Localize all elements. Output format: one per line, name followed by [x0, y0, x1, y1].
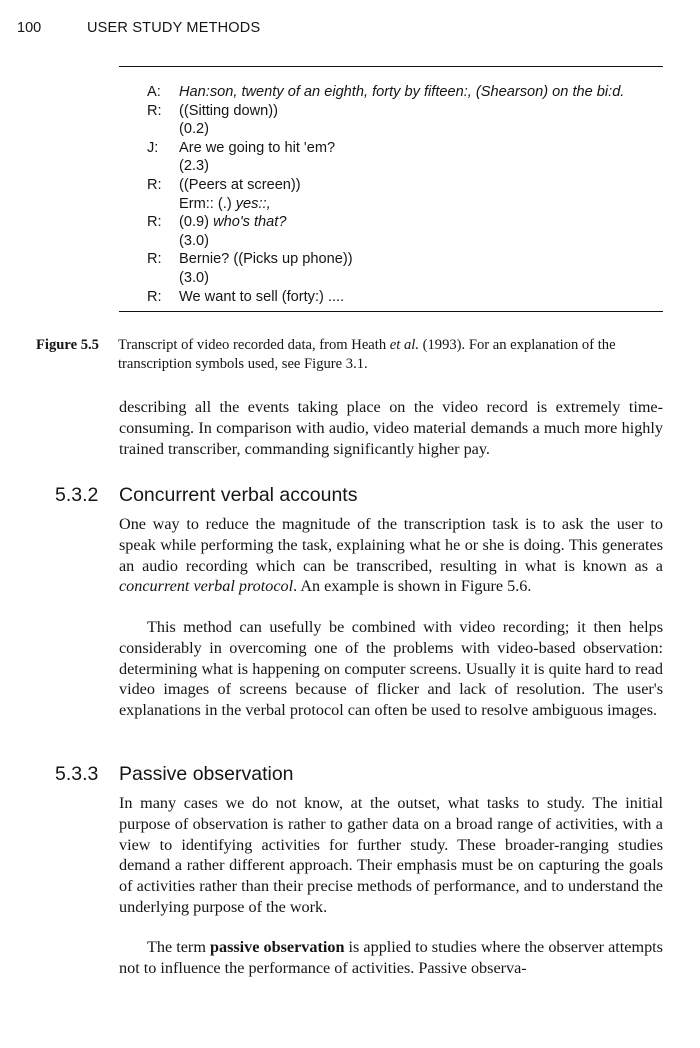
utterance-text: ((Sitting down))	[179, 102, 278, 119]
transcript-line	[147, 269, 624, 288]
utterance-text: who's that?	[213, 214, 287, 231]
speaker-label: J:	[147, 139, 159, 156]
section-number: 5.3.2	[55, 484, 99, 506]
transcript-line	[147, 83, 624, 102]
transcript-line	[147, 288, 624, 307]
figure-caption-text	[118, 336, 663, 374]
speaker-label: R:	[147, 102, 162, 119]
transcript-line	[147, 250, 624, 269]
page-number: 100	[17, 20, 42, 36]
bold-term: passive observation	[209, 938, 345, 956]
section-heading-5-3-2	[55, 484, 357, 507]
paragraph-text: . An example is shown in Figure 5.6.	[293, 577, 532, 596]
caption-text-end: (1993). For an explanation of the transcription symbols used, see Figure 3.1.	[118, 337, 616, 372]
caption-text-italic: et al.	[389, 337, 419, 353]
transcript-line	[147, 139, 624, 158]
transcript-line	[147, 157, 624, 176]
speaker-label: R:	[147, 176, 162, 193]
transcript-line	[147, 232, 624, 251]
utterance-text: Are we going to hit 'em?	[179, 139, 336, 156]
body-paragraph	[119, 937, 663, 979]
figure-label: Figure 5.5	[36, 337, 99, 353]
speaker-label: R:	[147, 251, 162, 268]
utterance-text: We want to sell (forty:) ....	[179, 288, 345, 305]
transcript-line	[147, 195, 624, 214]
body-paragraph: In many cases we do not know, at the outset, what tasks to study. The initial purpose of observation is rather to gather data on a broad range of activities, with a view to identifying activities for further study. These broader-ranging studies demand a rather different approach. Their emphasis must be on capturing the goals of activities rather than their precise methods of performance, and to understand the underlying purpose of the work.	[119, 794, 663, 916]
utterance-text: Erm:: (.)	[179, 195, 236, 212]
utterance-text: (3.0)	[179, 269, 210, 286]
paragraph-text: The term	[147, 938, 210, 956]
speaker-label: A:	[147, 84, 161, 100]
speaker-label: R:	[147, 288, 162, 305]
utterance-text: (2.3)	[179, 158, 210, 175]
paragraph-text: is applied to studies where the observer attempts not to influence the performance of activities. Passive observa-	[119, 938, 663, 977]
transcript-line	[147, 213, 624, 232]
paragraph-text: One way to reduce the magnitude of the transcription task is to ask the user to speak while performing the task, explaining what he or she is doing. This generates an audio recording which can be transcribed, resulting in what is known as a	[119, 515, 663, 575]
section-number: 5.3.3	[55, 763, 99, 785]
body-paragraph: This method can usefully be combined with video recording; it then helps considerably in overcoming one of the problems with video-based observation: determining what is happening on computer screens. Usually it is quite hard to read video images of screens because of flicker and lack of resolution. The user's explanations in the verbal protocol can often be used to resolve ambiguous images.	[119, 618, 663, 720]
utterance-text: Bernie? ((Picks up phone))	[179, 251, 353, 268]
body-paragraph	[119, 514, 663, 597]
utterance-text: Han:son, twenty of an eighth, forty by fifteen:, (Shearson) on the bi:d.	[179, 84, 625, 100]
caption-text-start: Transcript of video recorded data, from Heath	[118, 337, 390, 353]
utterance-text: (0.9)	[179, 214, 214, 231]
page-header	[17, 20, 260, 36]
emphasis-term: concurrent verbal protocol	[119, 577, 294, 596]
utterance-text: (0.2)	[179, 121, 210, 138]
transcript-line	[147, 176, 624, 195]
utterance-text: ((Peers at screen))	[179, 176, 301, 193]
transcript-line	[147, 120, 624, 139]
section-title: Passive observation	[119, 763, 294, 785]
figure-bottom-rule	[119, 311, 663, 312]
utterance-text: (3.0)	[179, 232, 210, 249]
figure-top-rule	[119, 66, 663, 67]
body-paragraph: describing all the events taking place on the video record is extremely time-consuming. In comparison with audio, video material demands a much more highly trained transcriber, commanding significantly higher pay.	[119, 398, 663, 458]
speaker-label: R:	[147, 214, 162, 231]
transcript-figure	[147, 83, 624, 306]
section-heading-5-3-3	[55, 763, 294, 786]
transcript-line	[147, 102, 624, 121]
utterance-text: yes::,	[235, 195, 271, 212]
running-title: USER STUDY METHODS	[87, 20, 261, 36]
section-title: Concurrent verbal accounts	[119, 484, 358, 506]
